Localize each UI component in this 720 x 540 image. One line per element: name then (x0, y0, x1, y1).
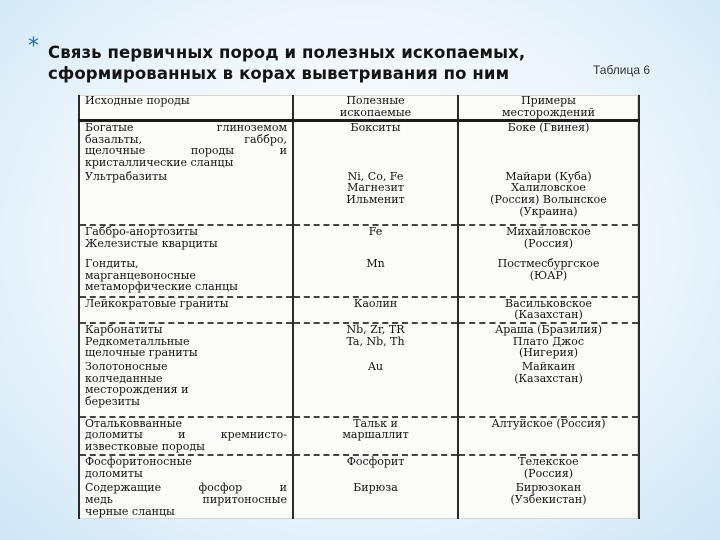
header-line: месторождений (502, 105, 595, 119)
cell-line: Постмесбургское (497, 257, 600, 270)
cell-rocks (79, 361, 293, 417)
cell-rocks (79, 417, 293, 456)
cell-line: березиты (85, 394, 140, 408)
cell-minerals (293, 225, 458, 258)
cell-line: Васильковское (505, 296, 592, 310)
table-row (79, 455, 639, 482)
cell-rocks (79, 297, 293, 323)
rocks-minerals-table (78, 95, 640, 519)
cell-rocks (79, 482, 293, 519)
bullet-asterisk: * (28, 34, 39, 59)
cell-line: Mn (366, 257, 385, 270)
cell-rocks (79, 455, 293, 482)
cell-examples (458, 417, 639, 456)
scanned-table-image (78, 95, 638, 519)
cell-line: Au (367, 360, 384, 373)
cell-examples (458, 482, 639, 519)
cell-minerals (293, 482, 458, 519)
header-line: Полезные (346, 95, 405, 107)
table-row (79, 297, 639, 323)
cell-line: Бирюзокан (515, 482, 582, 495)
cell-examples (458, 297, 639, 323)
cell-line: Отальковванные (85, 416, 183, 430)
cell-minerals (293, 455, 458, 482)
table-header-row (79, 95, 639, 121)
table-row (79, 171, 639, 226)
cell-line: месторождения и (85, 383, 189, 397)
cell-line: Fe (368, 225, 383, 239)
cell-line: Араша (Бразилия) (494, 323, 603, 337)
cell-line: Содержащие фосфор и (85, 482, 287, 495)
cell-line: Ультрабазиты (85, 170, 167, 183)
cell-line: Ta, Nb, Th (346, 334, 405, 348)
header-line: ископаемые (339, 105, 412, 119)
table-row (79, 225, 639, 258)
header-line: Исходные породы (85, 95, 190, 107)
cell-line: Плато Джос (512, 334, 585, 348)
cell-line: Nb, Zr, TR (346, 323, 405, 337)
table-row (79, 361, 639, 417)
cell-line: кристаллические сланцы (85, 155, 234, 169)
cell-minerals (293, 171, 458, 226)
cell-examples (458, 121, 639, 171)
cell-minerals (293, 297, 458, 323)
header-rocks (79, 95, 293, 121)
cell-line: Карбонатиты (85, 323, 163, 337)
cell-line: медь пиритоносные (85, 493, 287, 507)
cell-line: Каолин (353, 296, 398, 310)
cell-line: известковые породы (85, 439, 205, 453)
cell-examples (458, 455, 639, 482)
cell-line: Бирюза (353, 482, 398, 495)
cell-line: щелочные породы и (85, 144, 287, 158)
cell-line: доломиты и кремнисто- (85, 428, 287, 442)
cell-examples (458, 171, 639, 226)
cell-line: (Россия) Волынское (490, 193, 607, 207)
cell-line: щелочные граниты (85, 346, 198, 360)
cell-line: (Казахстан) (514, 371, 583, 385)
table-number-label: Таблица 6 (593, 63, 651, 77)
cell-line: Габбро-анортозиты (85, 225, 198, 239)
slide-title (48, 42, 568, 84)
cell-line: Майкаин (521, 360, 576, 373)
cell-line: базальты, габбро, (85, 132, 287, 146)
cell-line: маршаллит (342, 428, 409, 442)
cell-line: Железистые кварциты (85, 237, 218, 251)
header-line: Примеры (521, 95, 576, 107)
cell-line: Фосфоритоносные (85, 455, 192, 469)
table-row (79, 417, 639, 456)
cell-line: Гондиты, (85, 257, 139, 270)
cell-line: Михайловское (506, 225, 591, 239)
cell-rocks (79, 171, 293, 226)
cell-minerals (293, 323, 458, 361)
cell-rocks (79, 323, 293, 361)
cell-line: Магнезит (347, 181, 404, 195)
cell-minerals (293, 361, 458, 417)
cell-minerals (293, 417, 458, 456)
cell-line: Тальк и (353, 416, 398, 430)
cell-line: (Россия) (523, 466, 574, 480)
cell-line: Бокситы (350, 121, 401, 134)
cell-line: (Украина) (519, 204, 578, 218)
table-row (79, 482, 639, 519)
table-row (79, 258, 639, 297)
cell-line: (Нигерия) (518, 346, 579, 360)
cell-line: Богатые глиноземом (85, 121, 287, 134)
table-body (79, 121, 639, 520)
cell-minerals (293, 258, 458, 297)
cell-line: Золотоносные (85, 360, 168, 373)
cell-line: (Россия) (523, 237, 574, 251)
cell-line: Ni, Co, Fe (347, 170, 404, 183)
cell-line: Боке (Гвинея) (507, 121, 590, 134)
cell-line: Телекское (518, 455, 579, 469)
cell-line: Редкометалльные (85, 334, 190, 348)
cell-line: метаморфические сланцы (85, 280, 238, 294)
cell-line: Майари (Куба) (505, 170, 592, 183)
cell-examples (458, 225, 639, 258)
table-row (79, 323, 639, 361)
cell-line: (Узбекистан) (510, 493, 587, 507)
cell-line: колчеданные (85, 371, 163, 385)
table-row (79, 121, 639, 171)
cell-line: Алтуйское (Россия) (491, 416, 606, 430)
cell-line: (ЮАР) (529, 268, 568, 282)
cell-examples (458, 361, 639, 417)
cell-line: Ильменит (346, 193, 405, 207)
cell-line: марганцевоносные (85, 268, 196, 282)
cell-line: Халиловское (511, 181, 586, 195)
cell-line: (Казахстан) (514, 308, 583, 322)
cell-rocks (79, 225, 293, 258)
cell-examples (458, 258, 639, 297)
cell-line: Фосфорит (346, 455, 405, 469)
header-minerals (293, 95, 458, 121)
cell-line: Лейкократовые граниты (85, 296, 229, 310)
cell-minerals (293, 121, 458, 171)
title-line: Связь первичных пород и полезных ископаемых, (48, 43, 526, 62)
cell-line: доломиты (85, 466, 143, 480)
title-line: сформированных в корах выветривания по ним (48, 64, 510, 83)
cell-examples (458, 323, 639, 361)
cell-rocks (79, 258, 293, 297)
header-examples (458, 95, 639, 121)
cell-rocks (79, 121, 293, 171)
cell-line: черные сланцы (85, 504, 175, 518)
